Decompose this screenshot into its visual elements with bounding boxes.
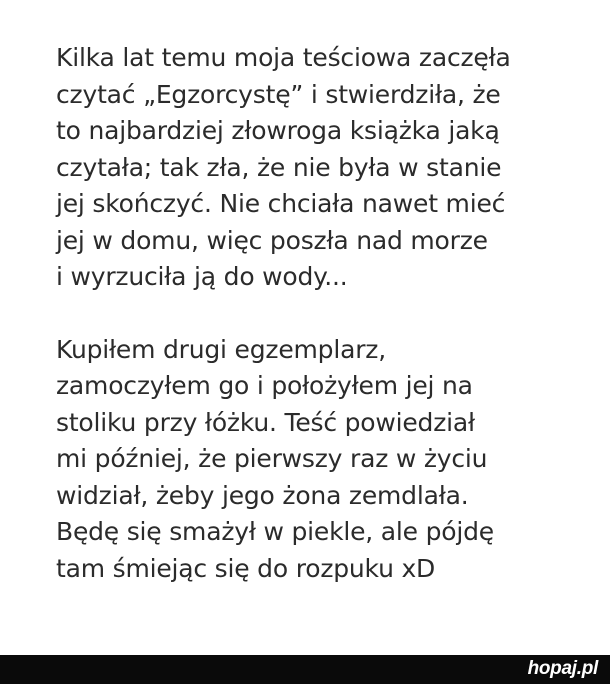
text-line: czytała; tak zła, że nie była w stanie bbox=[56, 152, 502, 182]
post-text bbox=[56, 40, 596, 587]
text-line: widział, żeby jego żona zemdlała. bbox=[56, 480, 469, 510]
text-line: czytać „Egzorcystę” i stwierdziła, że bbox=[56, 79, 501, 109]
text-line: Kupiłem drugi egzemplarz, bbox=[56, 334, 386, 364]
text-line: mi później, że pierwszy raz w życiu bbox=[56, 444, 488, 473]
paragraph-1 bbox=[56, 40, 596, 296]
text-line: jej skończyć. Nie chciała nawet mieć bbox=[56, 189, 506, 218]
text-line: tam śmiejąc się do rozpuku xD bbox=[56, 553, 436, 583]
text-line: to najbardziej złowroga książka jaką bbox=[56, 116, 500, 145]
footer-bar bbox=[0, 655, 610, 684]
text-line: jej w domu, więc poszła nad morze bbox=[56, 225, 488, 255]
text-line: stoliku przy łóżku. Teść powiedział bbox=[56, 407, 475, 437]
text-line: Będę się smażył w piekle, ale pójdę bbox=[56, 517, 494, 546]
brand-watermark: hopaj.pl bbox=[527, 658, 598, 679]
text-line: i wyrzuciła ją do wody... bbox=[56, 262, 348, 291]
text-line: Kilka lat temu moja teściowa zaczęła bbox=[56, 43, 511, 72]
text-line: zamoczyłem go i położyłem jej na bbox=[56, 371, 473, 400]
paragraph-2 bbox=[56, 332, 596, 588]
